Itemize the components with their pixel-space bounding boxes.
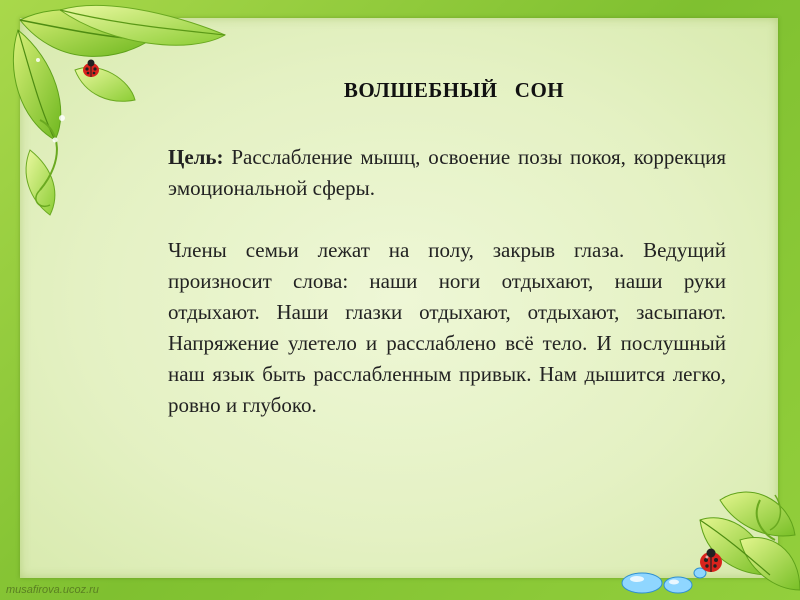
watermark: musafirova.ucoz.ru <box>6 584 99 596</box>
ladybug-icon <box>80 58 102 80</box>
slide-text-block <box>168 142 726 421</box>
goal-text: Расслабление мышц, освоение позы покоя, коррекция эмоциональной сферы. <box>168 145 726 200</box>
slide-title: ВОЛШЕБНЫЙ СОН <box>343 78 565 102</box>
goal-label: Цель: <box>168 145 224 169</box>
body-paragraph: Члены семьи лежат на полу, закрыв глаза. Ведущий произносит слова: наши ноги отдыхают, наши руки отдыхают. Наши глазки отдыхают, отдыхают, засыпают. Напряжение улетело и расслаблено всё тело. И послушный наш язык быть расслабленным привык. Нам дышится легко, ровно и глубоко. <box>168 238 726 417</box>
ladybug-icon <box>697 547 725 575</box>
goal-paragraph <box>168 142 726 204</box>
